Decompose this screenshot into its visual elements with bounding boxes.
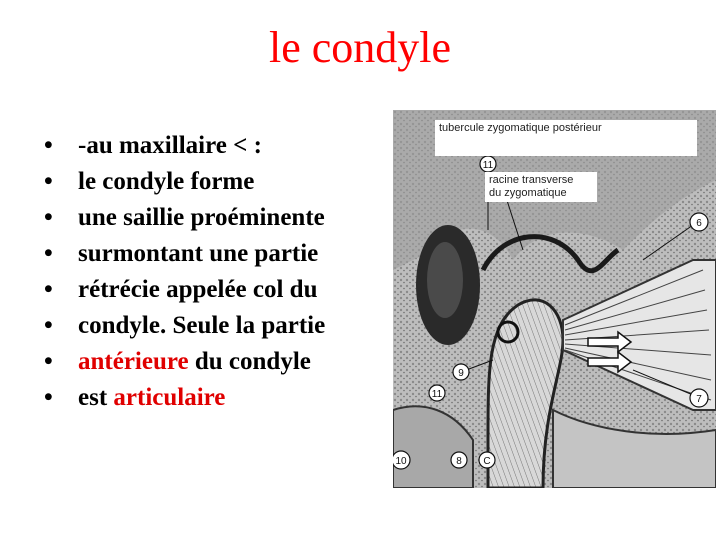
bullet-item: • le condyle forme — [44, 168, 255, 195]
tmj-anatomy-figure — [393, 110, 716, 488]
bullet-text-highlight: articulaire — [113, 384, 226, 411]
bullet-text: rétrécie appelée col du — [78, 276, 318, 303]
bullet-item: • est articulaire — [44, 384, 226, 411]
bullet-item: • condyle. Seule la partie — [44, 312, 326, 339]
bullet-text: surmontant une partie — [78, 240, 319, 267]
label-6: 6 — [696, 218, 702, 229]
label-9: 9 — [458, 368, 464, 379]
callout-tubercle: tubercule zygomatique postérieur — [435, 120, 697, 156]
label-c: C — [483, 456, 491, 467]
label-7: 7 — [696, 394, 702, 405]
label-11-bottom: 11 — [431, 389, 443, 400]
bullet-list — [44, 128, 325, 416]
label-8: 8 — [456, 456, 462, 467]
bullet-text-highlight: antérieure — [78, 348, 189, 375]
label-11-top: 11 — [482, 160, 494, 171]
bullet-item: • surmontant une partie — [44, 240, 319, 267]
bullet-item: • -au maxillaire < : — [44, 132, 262, 159]
callout-line: racine transverse — [489, 174, 574, 186]
label-10: 10 — [395, 456, 407, 467]
bullet-text: le condyle forme — [78, 168, 255, 195]
bullet-text: est — [78, 384, 114, 411]
slide-title: le condyle — [268, 23, 452, 72]
callout-line: du zygomatique — [489, 187, 567, 199]
bullet-item: • une saillie proéminente — [44, 204, 325, 231]
bullet-text: une saillie proéminente — [78, 204, 325, 231]
bullet-text: du condyle — [188, 348, 311, 375]
bullet-text: -au maxillaire < : — [78, 132, 262, 159]
bullet-item: • rétrécie appelée col du — [44, 276, 318, 303]
callout-transverse-root — [485, 172, 597, 202]
bullet-text: condyle. Seule la partie — [78, 312, 326, 339]
anatomy-illustration — [393, 110, 716, 488]
bullet-item: • antérieure du condyle — [44, 348, 311, 375]
